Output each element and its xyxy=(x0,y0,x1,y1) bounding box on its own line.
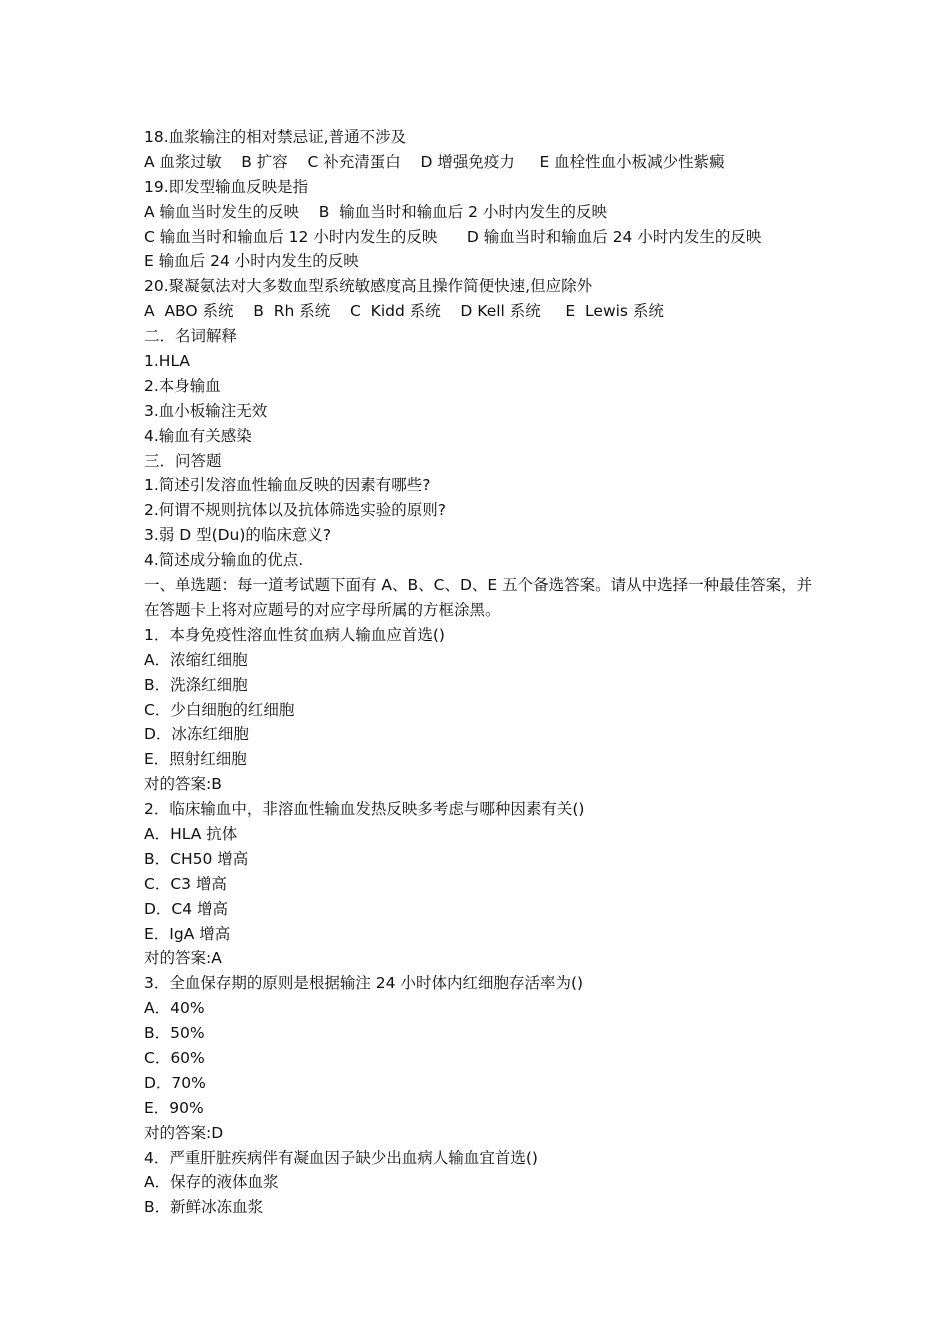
mc-2-option-b: B．CH50 增高 xyxy=(144,849,249,868)
mc-3-option-a: A．40% xyxy=(144,999,205,1018)
section-intro-single-choice: 一、单选题：每一道考试题下面有 A、B、C、D、E 五个备选答案。请从中选择一种最佳答案，并在答题卡上将对应题号的对应字母所属的方框涂黑。 xyxy=(144,576,813,619)
mc-3-option-c: C．60% xyxy=(144,1048,205,1067)
mc-2-option-d: D．C4 增高 xyxy=(144,899,229,918)
mc-2-option-e: E．IgA 增高 xyxy=(144,924,231,943)
mc-2-option-c: C．C3 增高 xyxy=(144,874,227,893)
term-2: 2.本身输血 xyxy=(144,376,221,395)
document-page xyxy=(144,125,824,1220)
qa-3: 3.弱 D 型(Du)的临床意义? xyxy=(144,526,332,545)
mc-2-answer: 对的答案:A xyxy=(144,949,222,968)
mc-question-3: 3．全血保存期的原则是根据输注 24 小时体内红细胞存活率为() xyxy=(144,974,584,993)
term-3: 3.血小板输注无效 xyxy=(144,401,268,420)
question-20-options: A ABO 系统 B Rh 系统 C Kidd 系统 D Kell 系统 E Lewis 系统 xyxy=(144,302,664,321)
mc-1-option-b: B．洗涤红细胞 xyxy=(144,675,248,694)
question-19-option-e: E 输血后 24 小时内发生的反映 xyxy=(144,252,359,271)
question-20: 20.聚凝氨法对大多数血型系统敏感度高且操作简便快速,但应除外 xyxy=(144,277,593,296)
question-18-options: A 血浆过敏 B 扩容 C 补充清蛋白 D 增强免疫力 E 血栓性血小板减少性紫癜 xyxy=(144,152,725,171)
qa-4: 4.简述成分输血的优点. xyxy=(144,551,304,570)
mc-3-option-d: D．70% xyxy=(144,1073,206,1092)
qa-2: 2.何谓不规则抗体以及抗体筛选实验的原则? xyxy=(144,501,447,520)
mc-question-1: 1．本身免疫性溶血性贫血病人输血应首选() xyxy=(144,625,445,644)
term-4: 4.输血有关感染 xyxy=(144,426,252,445)
mc-question-2: 2．临床输血中，非溶血性输血发热反映多考虑与哪种因素有关() xyxy=(144,800,585,819)
mc-1-option-e: E．照射红细胞 xyxy=(144,750,247,769)
mc-1-answer: 对的答案:B xyxy=(144,775,222,794)
mc-3-option-e: E．90% xyxy=(144,1098,204,1117)
mc-1-option-a: A．浓缩红细胞 xyxy=(144,650,248,669)
section-heading-terms: 二．名词解释 xyxy=(144,327,238,346)
term-1: 1.HLA xyxy=(144,352,191,371)
mc-4-option-a: A．保存的液体血浆 xyxy=(144,1173,279,1192)
question-19-options-ab: A 输血当时发生的反映 B 输血当时和输血后 2 小时内发生的反映 xyxy=(144,202,607,221)
mc-4-option-b: B．新鲜冰冻血浆 xyxy=(144,1198,264,1217)
mc-3-option-b: B．50% xyxy=(144,1024,205,1043)
section-heading-qa: 三．问答题 xyxy=(144,451,222,470)
mc-2-option-a: A．HLA 抗体 xyxy=(144,824,238,843)
mc-question-4: 4．严重肝脏疾病伴有凝血因子缺少出血病人输血宜首选() xyxy=(144,1148,538,1167)
mc-1-option-c: C．少白细胞的红细胞 xyxy=(144,700,295,719)
question-18: 18.血浆输注的相对禁忌证,普通不涉及 xyxy=(144,128,407,146)
mc-3-answer: 对的答案:D xyxy=(144,1123,224,1142)
qa-1: 1.简述引发溶血性输血反映的因素有哪些? xyxy=(144,476,431,495)
mc-1-option-d: D．冰冻红细胞 xyxy=(144,725,249,744)
question-19-options-cd: C 输血当时和输血后 12 小时内发生的反映 D 输血当时和输血后 24 小时内发生的反映 xyxy=(144,227,762,246)
question-19: 19.即发型输血反映是指 xyxy=(144,177,309,196)
